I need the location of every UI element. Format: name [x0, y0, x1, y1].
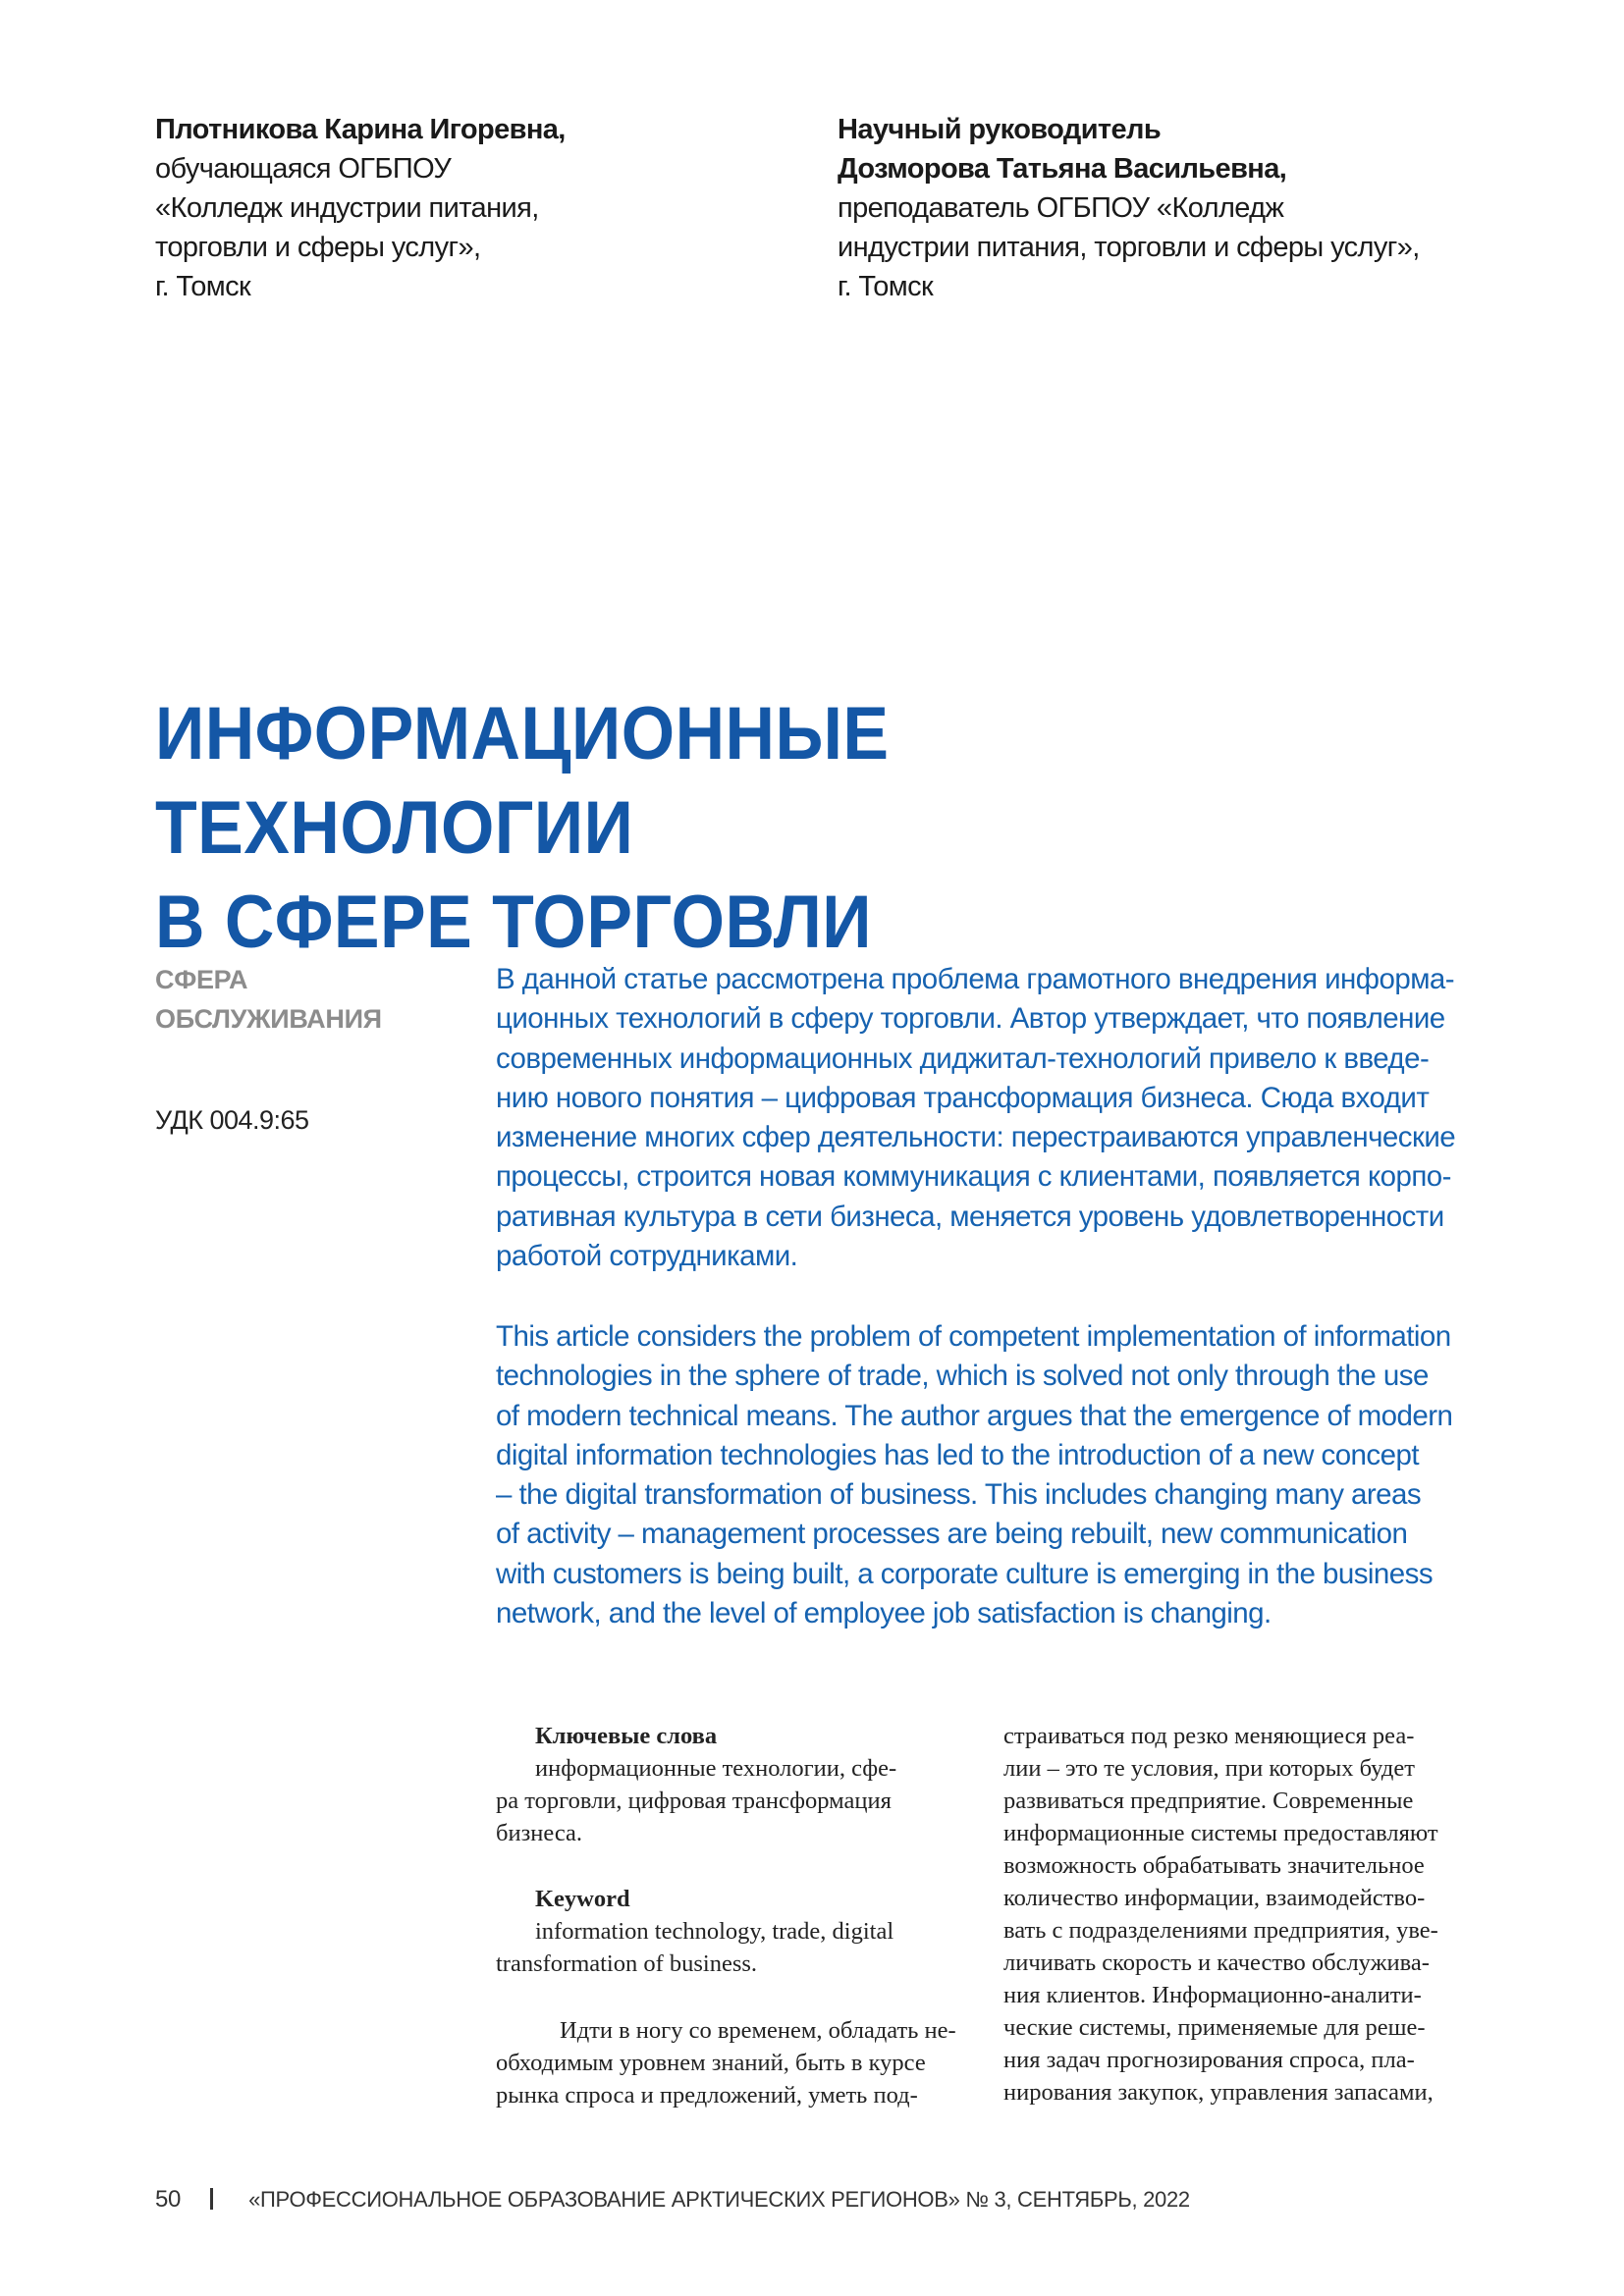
- abstract-line: – the digital transformation of business. This includes changing many areas: [496, 1478, 1422, 1512]
- abstract-line: of modern technical means. The author argues that the emergence of modern: [496, 1399, 1453, 1432]
- author-line: г. Томск: [155, 271, 251, 302]
- abstract-line: В данной статье рассмотрена проблема грамотного внедрения информа-: [496, 963, 1455, 995]
- body-line: Идти в ногу со временем, обладать не-: [560, 2017, 956, 2044]
- footer-divider: [210, 2188, 213, 2210]
- page-number: 50: [155, 2186, 182, 2213]
- keywords-line: бизнеса.: [496, 1820, 583, 1846]
- title-line: В СФЕРЕ ТОРГОВЛИ: [155, 881, 872, 964]
- keywords-heading: Ключевые слова: [535, 1723, 718, 1749]
- udk-code: УДК 004.9:65: [155, 1105, 309, 1135]
- abstract-line: technologies in the sphere of trade, which is solved not only through the use: [496, 1360, 1429, 1393]
- body-line: ния задач прогнозирования спроса, пла-: [1003, 2047, 1415, 2073]
- author-line: торговли и сферы услуг»,: [155, 232, 481, 263]
- supervisor-name: Дозморова Татьяна Васильевна,: [838, 153, 1287, 185]
- body-line: страиваться под резко меняющиеся реа-: [1003, 1723, 1415, 1749]
- body-line: информационные системы предоставляют: [1003, 1820, 1438, 1846]
- abstract-english: [496, 1317, 1488, 1633]
- keywords-line: transformation of business.: [496, 1950, 758, 1977]
- abstract-line: процессы, строится новая коммуникация с клиентами, появляется корпо-: [496, 1160, 1451, 1194]
- body-line: рынка спроса и предложений, уметь под-: [496, 2082, 918, 2109]
- keywords-line: information technology, trade, digital: [535, 1918, 894, 1945]
- abstract-line: нию нового понятия – цифровая трансформация бизнеса. Сюда входит: [496, 1081, 1430, 1114]
- body-line: ния клиентов. Информационно-аналити-: [1003, 1982, 1422, 2008]
- abstract-line: network, and the level of employee job satisfaction is changing.: [496, 1597, 1272, 1630]
- supervisor-line: индустрии питания, торговли и сферы услуг»,: [838, 232, 1420, 263]
- supervisor-line: г. Томск: [838, 271, 934, 302]
- author-name: Плотникова Карина Игоревна,: [155, 114, 566, 145]
- abstract-line: ративная культура в сети бизнеса, меняется уровень удовлетворенности: [496, 1200, 1444, 1233]
- author-line: «Колледж индустрии питания,: [155, 192, 539, 224]
- abstract-line: with customers is being built, a corporate culture is emerging in the business: [496, 1557, 1434, 1590]
- body-column-right: [1003, 1720, 1489, 2109]
- abstract-line: ционных технологий в сферу торговли. Автор утверждает, что появление: [496, 1002, 1445, 1036]
- body-line: личивать скорость и качество обслужива-: [1003, 1949, 1430, 1976]
- body-line: нирования закупок, управления запасами,: [1003, 2079, 1434, 2106]
- supervisor-line: преподаватель ОГБПОУ «Колледж: [838, 192, 1284, 224]
- supervisor-role: Научный руководитель: [838, 114, 1162, 145]
- keywords-heading: Keyword: [535, 1886, 630, 1912]
- body-line: развиваться предприятие. Современные: [1003, 1788, 1414, 1814]
- abstract-russian: [496, 960, 1488, 1276]
- page-footer: [155, 2186, 1190, 2214]
- abstract-line: работой сотрудниками.: [496, 1240, 798, 1273]
- body-line: возможность обрабатывать значительное: [1003, 1852, 1425, 1879]
- body-line: обходимым уровнем знаний, быть в курсе: [496, 2050, 926, 2076]
- journal-name: «ПРОФЕССИОНАЛЬНОЕ ОБРАЗОВАНИЕ АРКТИЧЕСКИХ РЕГИОНОВ» № 3, СЕНТЯБРЬ, 2022: [248, 2187, 1190, 2212]
- abstract-line: of activity – management processes are being rebuilt, new communication: [496, 1518, 1408, 1551]
- supervisor-info: [838, 110, 1420, 306]
- body-line: количество информации, взаимодейство-: [1003, 1885, 1426, 1911]
- article-title: [155, 687, 1329, 970]
- abstract-line: digital information technologies has led to the introduction of a new concept: [496, 1438, 1419, 1471]
- rubric: [155, 960, 382, 1039]
- keywords-english: [496, 1883, 972, 1980]
- rubric-line: ОБСЛУЖИВАНИЯ: [155, 1004, 382, 1034]
- keywords-line: информационные технологии, сфе-: [535, 1755, 897, 1782]
- author-info: [155, 110, 566, 306]
- title-line: ИНФОРМАЦИОННЫЕ ТЕХНОЛОГИИ: [155, 692, 890, 870]
- keywords-russian: [496, 1720, 972, 1849]
- body-line: лии – это те условия, при которых будет: [1003, 1755, 1415, 1782]
- abstract-line: This article considers the problem of competent implementation of information: [496, 1320, 1451, 1353]
- author-line: обучающаяся ОГБПОУ: [155, 153, 452, 185]
- body-column-left: [496, 2014, 972, 2111]
- body-line: вать с подразделениями предприятия, уве-: [1003, 1917, 1438, 1944]
- rubric-line: СФЕРА: [155, 965, 248, 994]
- body-line: ческие системы, применяемые для реше-: [1003, 2014, 1426, 2041]
- abstract-line: современных информационных диджитал-технологий привело к введе-: [496, 1041, 1430, 1075]
- abstract-line: изменение многих сфер деятельности: перестраиваются управленческие: [496, 1121, 1456, 1154]
- keywords-line: ра торговли, цифровая трансформация: [496, 1788, 892, 1814]
